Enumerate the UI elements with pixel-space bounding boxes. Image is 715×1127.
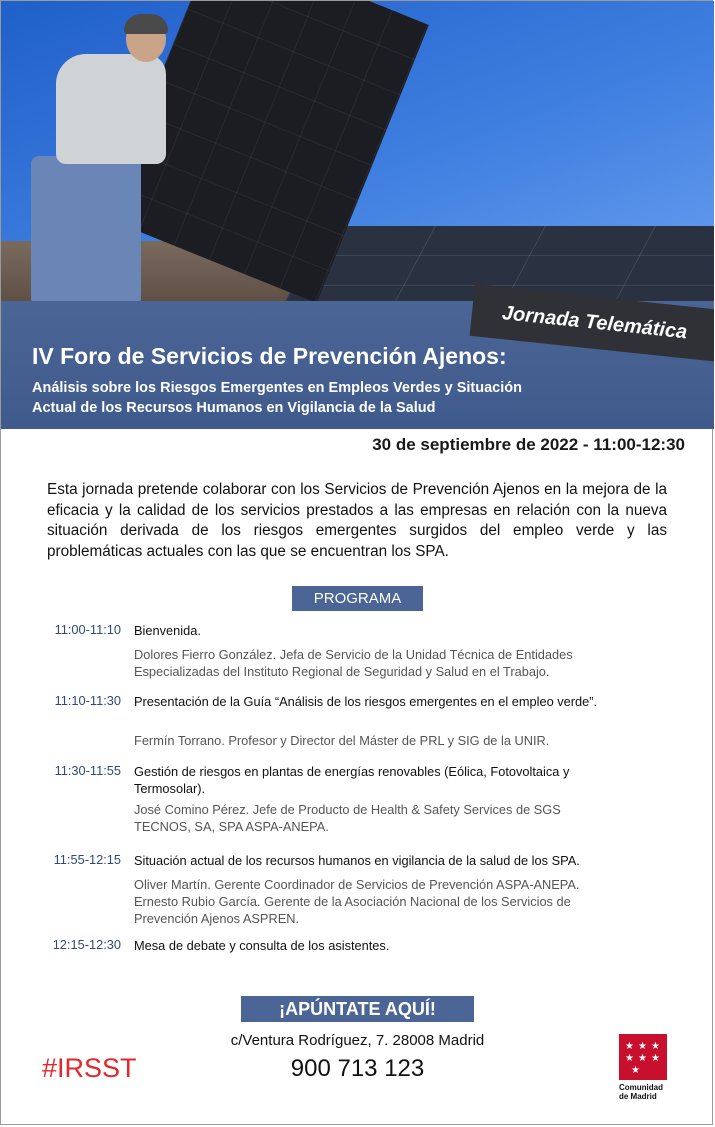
hero-banner [1, 1, 714, 429]
program-time: 11:00-11:10 [54, 622, 121, 637]
comunidad-madrid-logo [619, 1034, 669, 1101]
program-time: 12:15-12:30 [52, 937, 121, 952]
programa-heading: PROGRAMA [292, 586, 423, 611]
intro-paragraph: Esta jornada pretende colaborar con los Servicios de Prevención Ajenos en la mejora de la eficacia y la calidad de los servicios prestados a las empresas en relación con la nueva situación derivada de los riesgos emergentes surgidos del empleo verde y las problemáticas actuales con las que se encuentran los SPA. [47, 481, 667, 560]
program-speaker: Oliver Martín. Gerente Coordinador de Servicios de Prevención ASPA-ANEPA. Ernesto Rubio García. Gerente de la Asociación Nacional de los Servicios de Prevención Ajenos ASPREN. [134, 877, 580, 926]
subtitle-line-1: Análisis sobre los Riesgos Emergentes en Empleos Verdes y Situación [32, 380, 522, 396]
phone-number[interactable]: 900 713 123 [290, 1055, 425, 1082]
program-speaker: Dolores Fierro González. Jefa de Servicio de la Unidad Técnica de Entidades Especializadas del Instituto Regional de Seguridad y Salud en el Trabajo. [134, 647, 573, 679]
logo-text-line-2: de Madrid [619, 1092, 657, 1101]
worker-photo [16, 16, 176, 306]
signup-button[interactable]: ¡APÚNTATE AQUÍ! [241, 996, 474, 1022]
program-desc: Presentación de la Guía “Análisis de los riesgos emergentes en el empleo verde”. [134, 694, 598, 709]
address: c/Ventura Rodríguez, 7. 28008 Madrid [230, 1032, 485, 1049]
program-time: 11:30-11:55 [54, 763, 121, 778]
program-speaker: Fermín Torrano. Profesor y Director del Máster de PRL y SIG de la UNIR. [134, 733, 550, 748]
program-desc: Gestión de riesgos en plantas de energías renovables (Eólica, Fotovoltaica y Termosolar). [134, 764, 570, 796]
subtitle-line-2: Actual de los Recursos Humanos en Vigilancia de la Salud [32, 400, 436, 416]
program-time: 11:55-12:15 [53, 852, 121, 867]
program-speaker: José Comino Pérez. Jefe de Producto de Health & Safety Services de SGS TECNOS, SA, SPA ASPA-ANEPA. [134, 802, 561, 834]
event-title: IV Foro de Servicios de Prevención Ajenos: [32, 343, 507, 369]
madrid-flag-icon: ★ ★ ★ ★ ★ ★ ★ [619, 1034, 667, 1080]
event-subtitle [32, 378, 552, 418]
logo-text-line-1: Comunidad [619, 1083, 663, 1092]
program-desc: Mesa de debate y consulta de los asistentes. [134, 938, 390, 953]
hashtag: #IRSST [42, 1053, 137, 1083]
event-date: 30 de septiembre de 2022 - 11:00-12:30 [372, 435, 685, 454]
event-type-tag: Jornada Telemática [470, 284, 714, 361]
program-desc: Situación actual de los recursos humanos en vigilancia de la salud de los SPA. [134, 853, 580, 868]
program-time: 11:10-11:30 [54, 693, 121, 708]
program-desc: Bienvenida. [134, 623, 201, 638]
logo-text [619, 1083, 669, 1101]
